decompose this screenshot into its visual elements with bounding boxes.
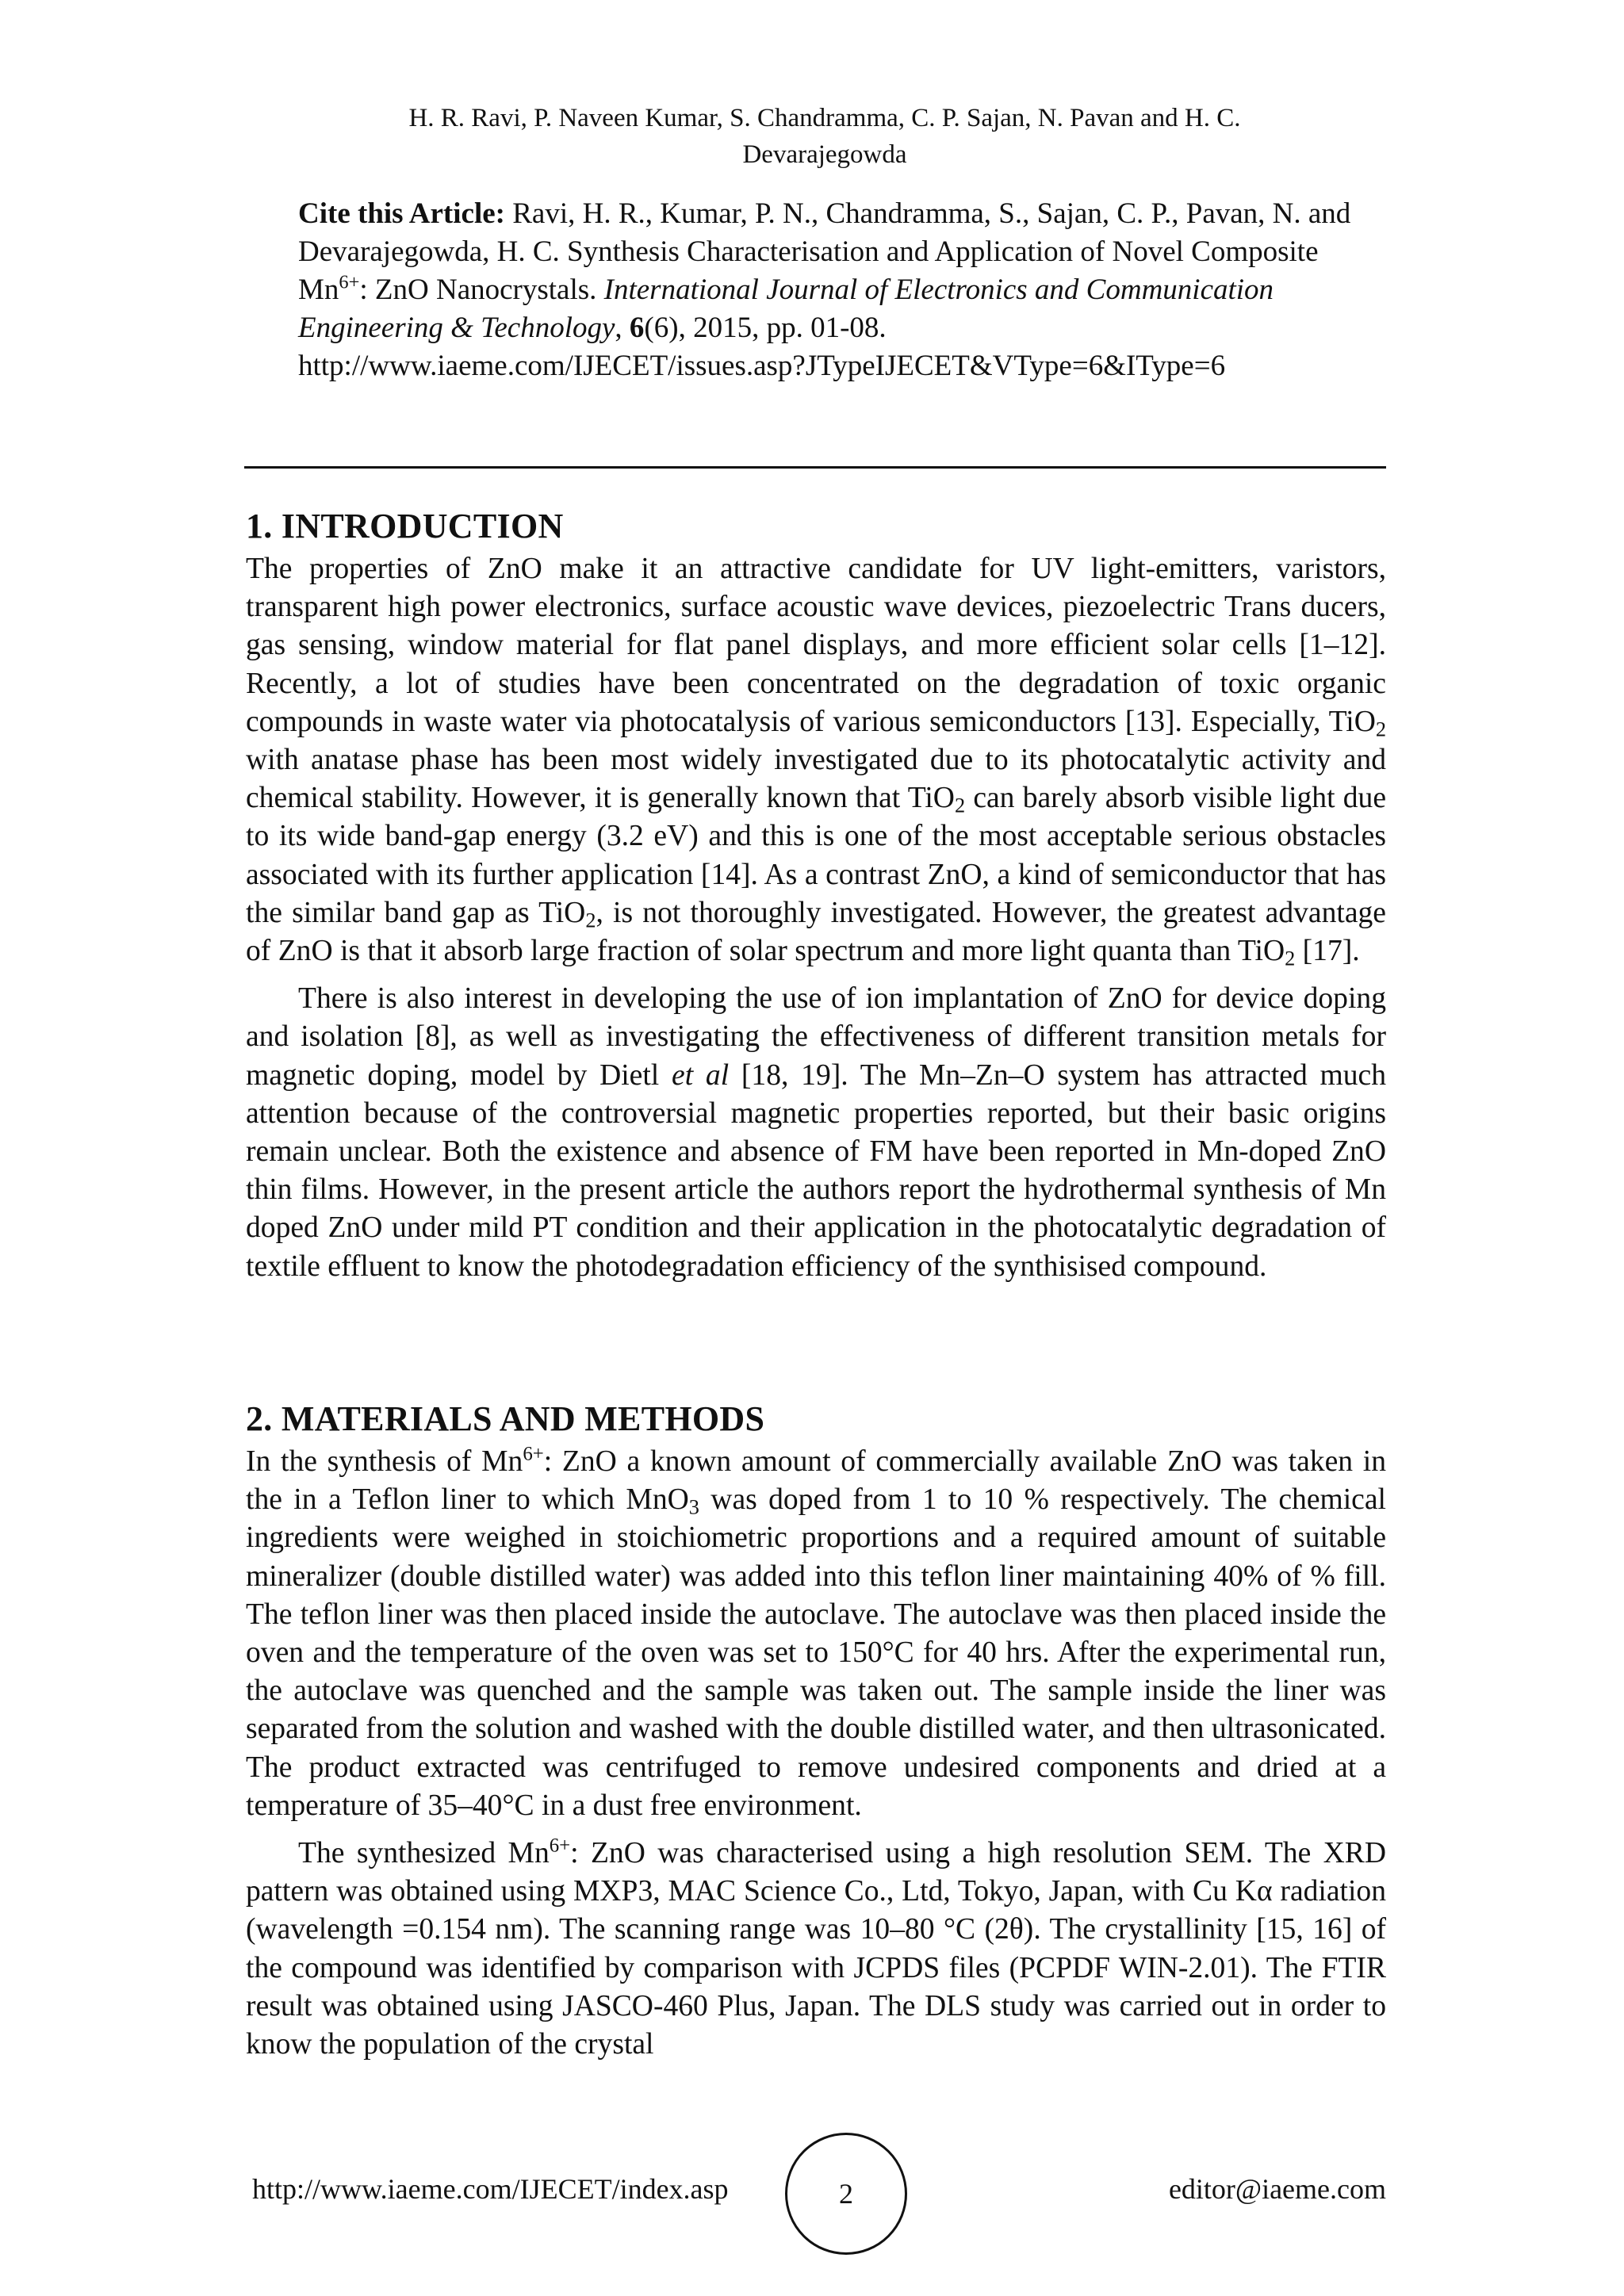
page-number: 2 [839,2178,853,2210]
citation-text-1: Ravi, H. R., Kumar, P. N., Chandramma, S., Sajan, C. P., Pavan, N. and Devarajegowda, H. C. Synthesis Characterisation and Application of Novel Composite Mn [298,197,1351,306]
methods-body [246,1443,1386,2064]
methods-paragraph-1: In the synthesis of $Mn^{6+}$: ZnO a known amount of commercially available ZnO was taken in the in a Teflon liner to which MnO$_3$ was doped from 1 to 10 % respectively. The chemical ingredients were weighed in stoichiometric proportions and a required amount of suitable mineralizer (double distilled water) was added into this teflon liner maintaining 40% of % fill. The teflon liner was then placed inside the autoclave. The autoclave was then placed inside the oven and the temperature of the oven was set to 150°C for 40 hrs. After the experimental run, the autoclave was quenched and the sample was taken out. The sample inside the liner was separated from the solution and washed with the double distilled water, and then ultrasonicated. The product extracted was centrifuged to remove undesired components and dried at a temperature of 35–40°C in a dust free environment. [246,1443,1386,1822]
authors-line-1: H. R. Ravi, P. Naveen Kumar, S. Chandramma, C. P. Sajan, N. Pavan and H. C. [408,104,1241,132]
footer-email[interactable]: editor@iaeme.com [1168,2173,1386,2205]
citation-journal: International Journal of Electronics and Communication Engineering & Technology [298,274,1274,344]
intro-paragraph-2: There is also interest in developing the use of ion implantation of ZnO for device doping and isolation [8], as well as investigating the effectiveness of different transition metals for magnetic doping, model by Dietl et al [18, 19]. The Mn–Zn–O system has attracted much attention because of the controversial magnetic properties reported, but their basic origins remain unclear. Both the existence and absence of FM have been reported in Mn-doped ZnO thin films. However, in the present article the authors report the hydrothermal synthesis of Mn doped ZnO under mild PT condition and their application in the photocatalytic degradation of textile effluent to know the photodegradation efficiency of the synthisised compound. [246,982,1386,1283]
authors-line-2: Devarajegowda [742,140,907,169]
footer-url[interactable]: http://www.iaeme.com/IJECET/index.asp [252,2173,729,2205]
citation-superscript: 6+ [339,271,360,293]
running-head-authors [285,100,1364,173]
section-heading-materials-methods: 2. MATERIALS AND METHODS [246,1399,765,1438]
citation-url[interactable]: http://www.iaeme.com/IJECET/issues.asp?JTypeIJECET&VType=6&IType=6 [298,350,1226,382]
introduction-body [246,550,1386,1286]
citation-text-2: : ZnO Nanocrystals. [359,274,604,306]
citation-issue-pages: (6), 2015, pp. 01-08. [644,312,887,344]
citation-block [298,195,1361,385]
horizontal-rule [244,466,1386,469]
section-heading-introduction: 1. INTRODUCTION [246,507,564,545]
citation-label: Cite this Article: [298,197,505,230]
citation-text-3: , [615,312,630,344]
page-number-badge [785,2133,907,2255]
methods-paragraph-2: The synthesized $Mn^{6+}$: ZnO was characterised using a high resolution SEM. The XRD pattern was obtained using MXP3, MAC Science Co., Ltd, Tokyo, Japan, with Cu Kα radiation (wavelength =0.154 nm). The scanning range was 10–80 °C (2θ). The crystallinity [15, 16] of the compound was identified by comparison with JCPDS files (PCPDF WIN-2.01). The FTIR result was obtained using JASCO-460 Plus, Japan. The DLS study was carried out in order to know the population of the crystal [246,1835,1386,2061]
citation-volume: 6 [629,312,645,344]
intro-paragraph-1: The properties of ZnO make it an attractive candidate for UV light-emitters, varistors, transparent high power electronics, surface acoustic wave devices, piezoelectric Trans ducers, gas sensing, window material for flat panel displays, and more efficient solar cells [1–12]. Recently, a lot of studies have been concentrated on the degradation of toxic organic compounds in waste water via photocatalysis of various semiconductors [13]. Especially, TiO$_2$ with anatase phase has been most widely investigated due to its photocatalytic activity and chemical stability. However, it is generally known that TiO$_2$ can barely absorb visible light due to its wide band-gap energy (3.2 eV) and this is one of the most acceptable serious obstacles associated with its further application [14]. As a contrast ZnO, a kind of semiconductor that has the similar band gap as TiO$_2$, is not thoroughly investigated. However, the greatest advantage of ZnO is that it absorb large fraction of solar spectrum and more light quanta than TiO$_2$ [17]. [246,553,1387,970]
